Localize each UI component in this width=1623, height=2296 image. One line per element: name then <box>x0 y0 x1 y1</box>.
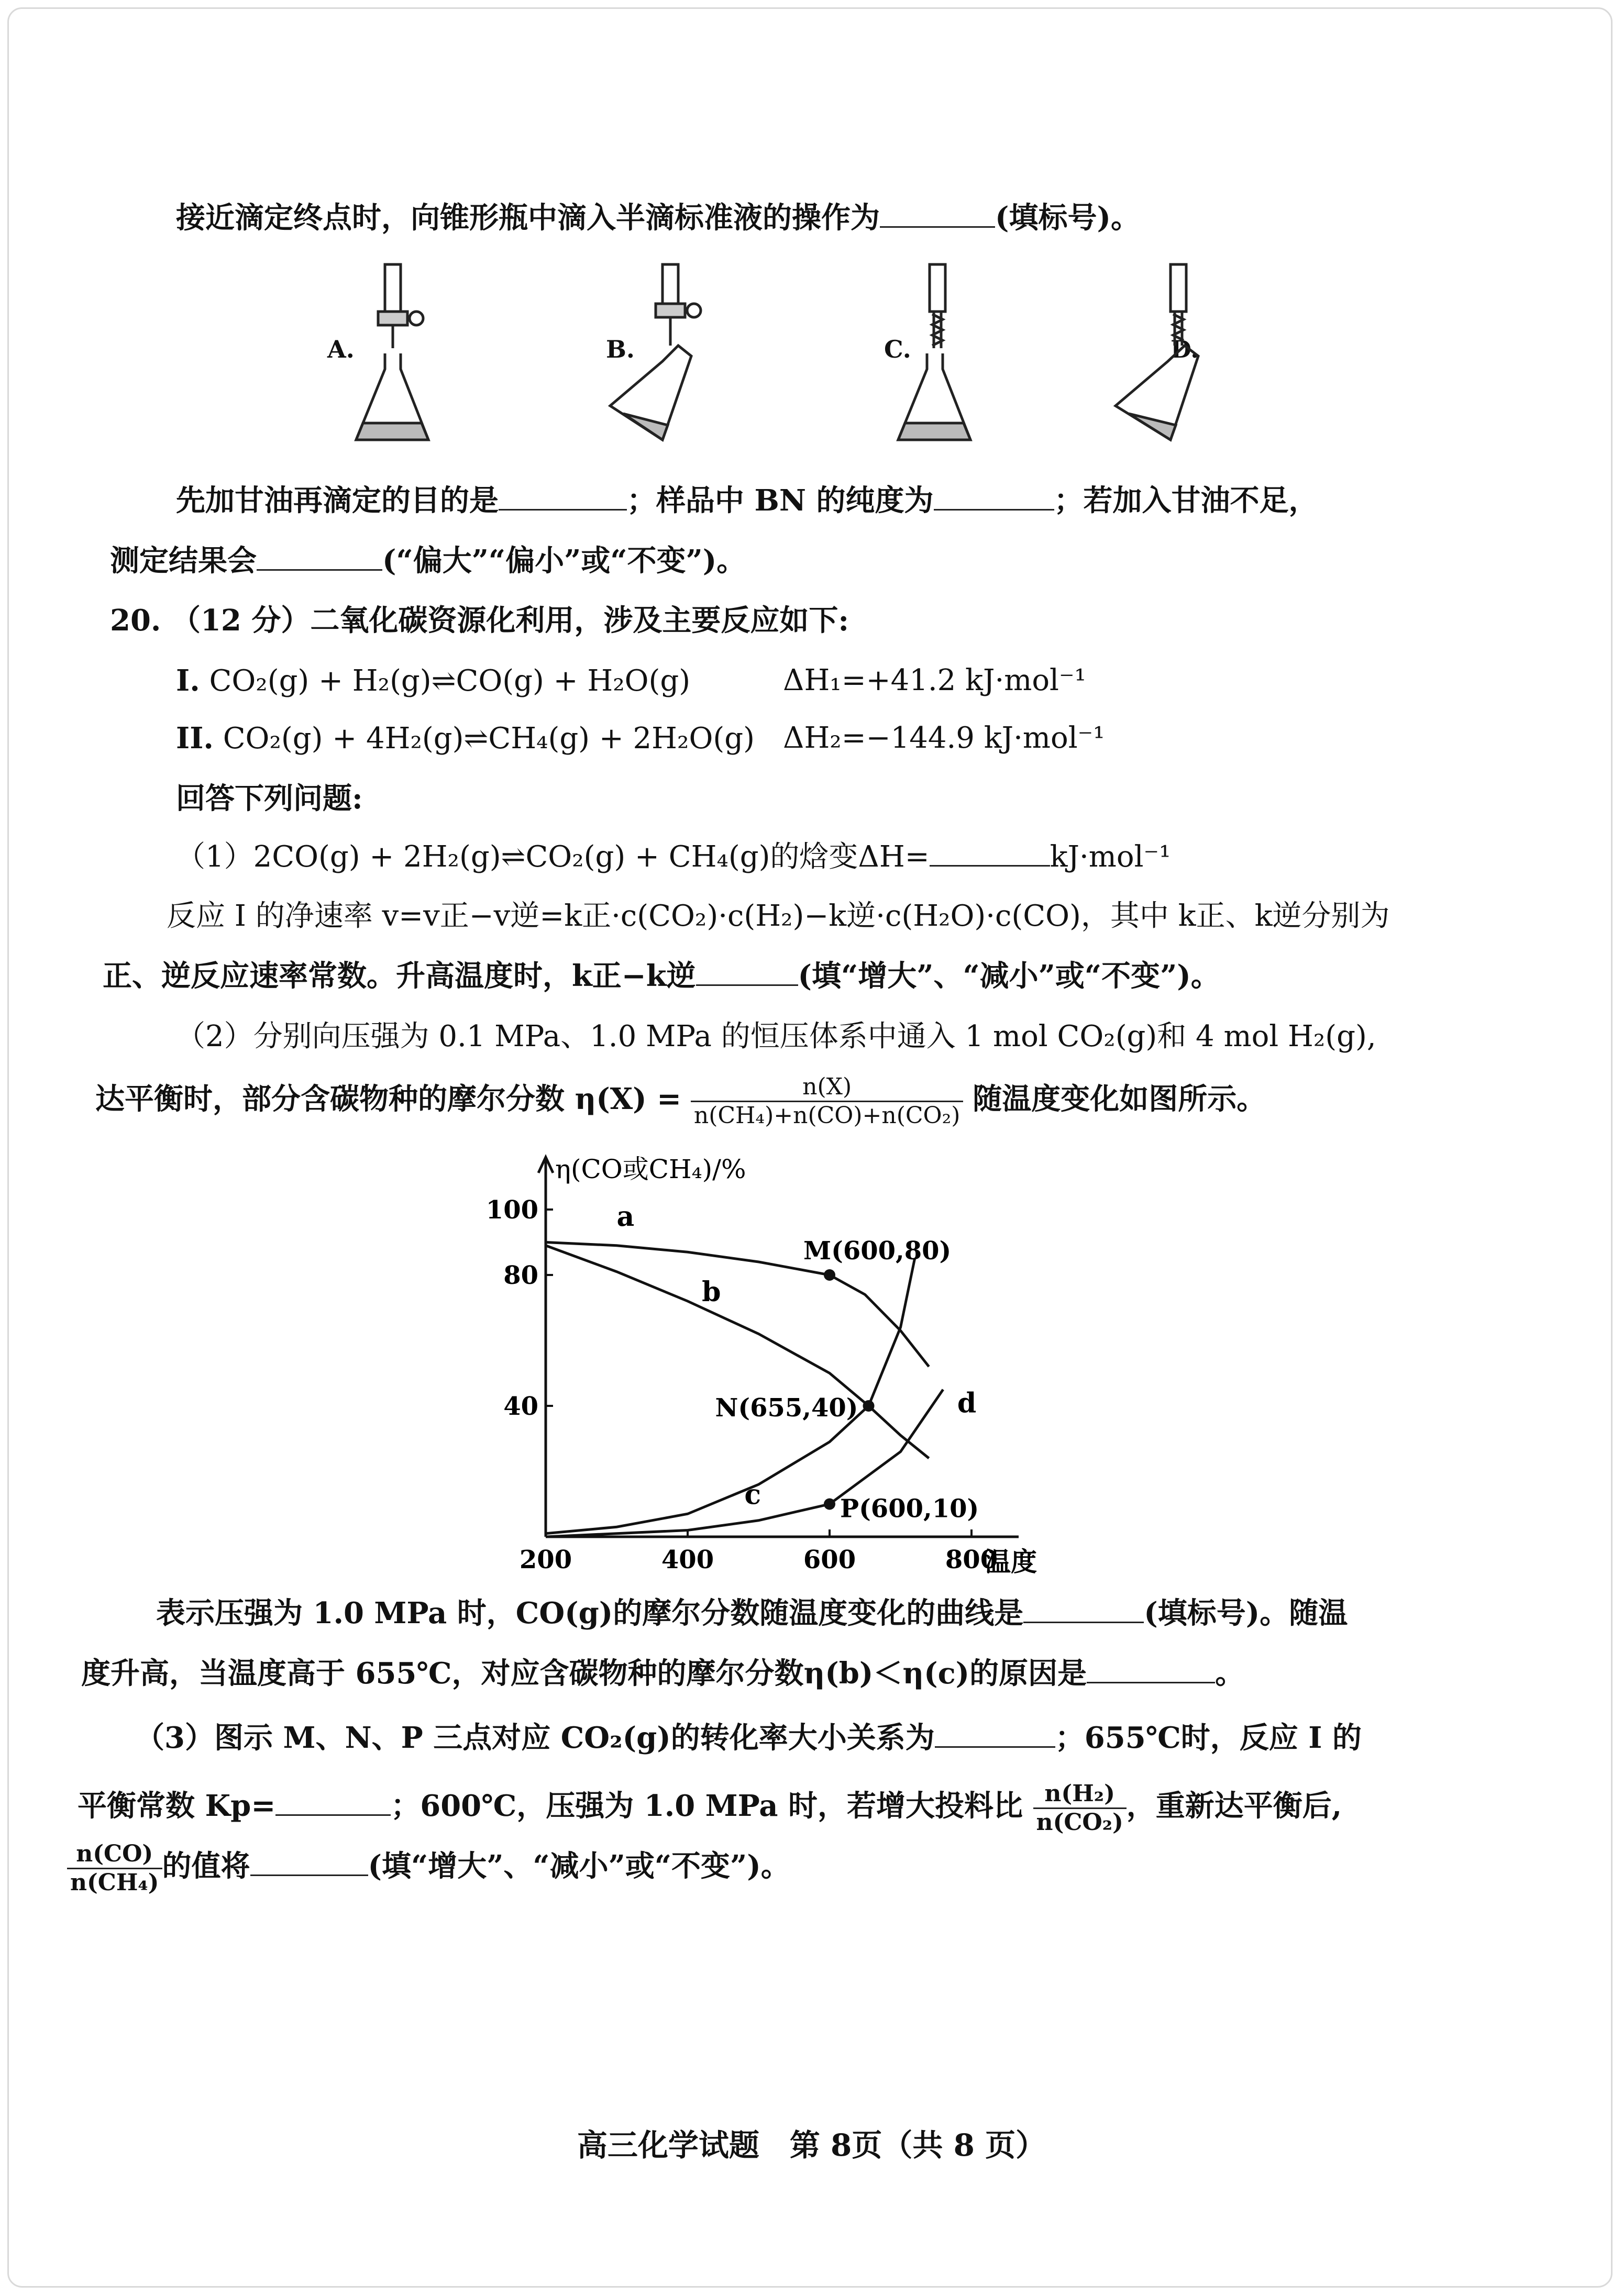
part1-line2: 反应 I 的净速率 v=v正−v逆=k正·c(CO₂)·c(H₂)−k逆·c(H₂O)·c(CO)，其中 k正、k逆分别为 <box>167 899 1390 933</box>
y-tick-label: 100 <box>485 1195 538 1225</box>
option-c-label: C. <box>884 335 911 363</box>
q19-line2-b: ；样品中 BN 的纯度为 <box>627 483 934 518</box>
part2-b: 达平衡时，部分含碳物种的摩尔分数 η(X) = <box>95 1082 682 1116</box>
option-d-label: D. <box>1171 335 1199 363</box>
q19-line1-tail: (填标号)。 <box>995 201 1140 235</box>
y-axis-label: η(CO或CH₄)/% <box>555 1154 746 1184</box>
part2-question1 <box>156 1594 1348 1632</box>
answer-blank[interactable] <box>275 1787 391 1816</box>
part3-line3 <box>67 1840 790 1896</box>
answer-blank[interactable] <box>935 1719 1055 1748</box>
curve-label-d: d <box>957 1387 977 1419</box>
answer-blank[interactable] <box>250 1847 368 1876</box>
reaction-1-label: I. <box>176 663 200 698</box>
y-tick-label: 40 <box>503 1392 538 1421</box>
feed-ratio-numerator: n(H₂) <box>1033 1780 1127 1809</box>
part3-b: ；655℃时，反应 I 的 <box>1055 1721 1362 1755</box>
x-tick-label: 800 <box>945 1545 998 1574</box>
x-tick-label: 200 <box>519 1545 572 1574</box>
x-tick-label: 600 <box>803 1545 856 1574</box>
part3-c: 平衡常数 Kp= <box>78 1789 276 1824</box>
curve-label-b: b <box>702 1276 721 1308</box>
page-footer: 高三化学试题 第 8页（共 8 页） <box>577 2127 1046 2163</box>
point-label: M(600,80) <box>803 1236 952 1266</box>
point-marker <box>863 1400 875 1412</box>
co-ch4-denominator: n(CH₄) <box>70 1869 159 1896</box>
answer-prompt: 回答下列问题: <box>176 781 363 816</box>
x-axis-label: 温度 <box>985 1546 1037 1577</box>
point-marker <box>824 1499 835 1510</box>
part1-d-a: 正、逆反应速率常数。升高温度时，k正−k逆 <box>103 959 696 993</box>
reaction-2-enthalpy: ΔH₂=−144.9 kJ·mol⁻¹ <box>783 721 1105 755</box>
curve-label-a: a <box>616 1201 635 1233</box>
point-label: N(655,40) <box>715 1393 858 1423</box>
part2-c: 随温度变化如图所示。 <box>973 1082 1266 1116</box>
feed-ratio-denominator: n(CO₂) <box>1036 1809 1123 1836</box>
part2-question2 <box>81 1655 1244 1692</box>
point-label: P(600,10) <box>840 1494 979 1524</box>
q19-line2-a: 先加甘油再滴定的目的是 <box>176 483 499 518</box>
eta-numerator: n(X) <box>691 1073 964 1102</box>
chart-axes <box>538 1157 1019 1537</box>
q19-line1-text: 接近滴定终点时，向锥形瓶中滴入半滴标准液的操作为 <box>176 201 880 235</box>
part3-f: 的值将 <box>162 1849 250 1884</box>
part2-q2-a: 度升高，当温度高于 655℃，对应含碳物种的摩尔分数η(b)＜η(c)的原因是 <box>81 1656 1087 1691</box>
answer-blank[interactable] <box>1023 1594 1144 1623</box>
curve-b <box>546 1246 929 1458</box>
curve-label-c: c <box>744 1479 761 1511</box>
feed-ratio-fraction <box>1033 1780 1127 1836</box>
co-ch4-numerator: n(CO) <box>67 1840 162 1869</box>
q20-header: 20. （12 分）二氧化碳资源化利用，涉及主要反应如下: <box>110 603 849 638</box>
q19-line3-a: 测定结果会 <box>110 544 257 578</box>
part3-a: （3）图示 M、N、P 三点对应 CO₂(g)的转化率大小关系为 <box>135 1721 935 1755</box>
part2-q1-b: (填标号)。随温 <box>1144 1596 1348 1631</box>
part1-b: kJ·mol⁻¹ <box>1050 840 1171 874</box>
reaction-1-enthalpy: ΔH₁=+41.2 kJ·mol⁻¹ <box>783 663 1086 697</box>
part3-line2 <box>78 1780 1342 1836</box>
y-tick-label: 80 <box>503 1261 538 1290</box>
point-marker <box>824 1269 835 1281</box>
reaction-2-equation: CO₂(g) + 4H₂(g)⇌CH₄(g) + 2H₂O(g) <box>223 722 755 756</box>
x-tick-label: 400 <box>661 1545 714 1574</box>
q19-line2-c: ；若加入甘油不足， <box>1054 483 1318 518</box>
part2-q1-a: 表示压强为 1.0 MPa 时，CO(g)的摩尔分数随温度变化的曲线是 <box>156 1596 1024 1631</box>
part3-d: ；600℃，压强为 1.0 MPa 时，若增大投料比 <box>391 1789 1023 1824</box>
option-a-label: A. <box>327 335 355 363</box>
part3-line1 <box>135 1719 1362 1756</box>
part3-e: ，重新达平衡后, <box>1126 1789 1342 1824</box>
part2-q2-b: 。 <box>1215 1656 1245 1691</box>
part1-d-b: (填“增大”、“减小”或“不变”)。 <box>798 959 1220 993</box>
reaction-2-label: II. <box>176 721 214 756</box>
reaction-1-equation: CO₂(g) + H₂(g)⇌CO(g) + H₂O(g) <box>209 664 691 698</box>
co-ch4-fraction <box>67 1840 162 1896</box>
eta-denominator: n(CH₄)+n(CO)+n(CO₂) <box>693 1102 960 1129</box>
part1-a: （1）2CO(g) + 2H₂(g)⇌CO₂(g) + CH₄(g)的焓变ΔH= <box>176 840 930 874</box>
option-b-label: B. <box>606 335 635 363</box>
answer-blank[interactable] <box>1087 1655 1215 1683</box>
q19-line3-b: (“偏大”“偏小”或“不变”)。 <box>382 544 746 578</box>
part2-line1: （2）分别向压强为 0.1 MPa、1.0 MPa 的恒压体系中通入 1 mol CO₂(g)和 4 mol H₂(g), <box>176 1019 1376 1053</box>
part3-g: (填“增大”、“减小”或“不变”)。 <box>368 1849 790 1884</box>
